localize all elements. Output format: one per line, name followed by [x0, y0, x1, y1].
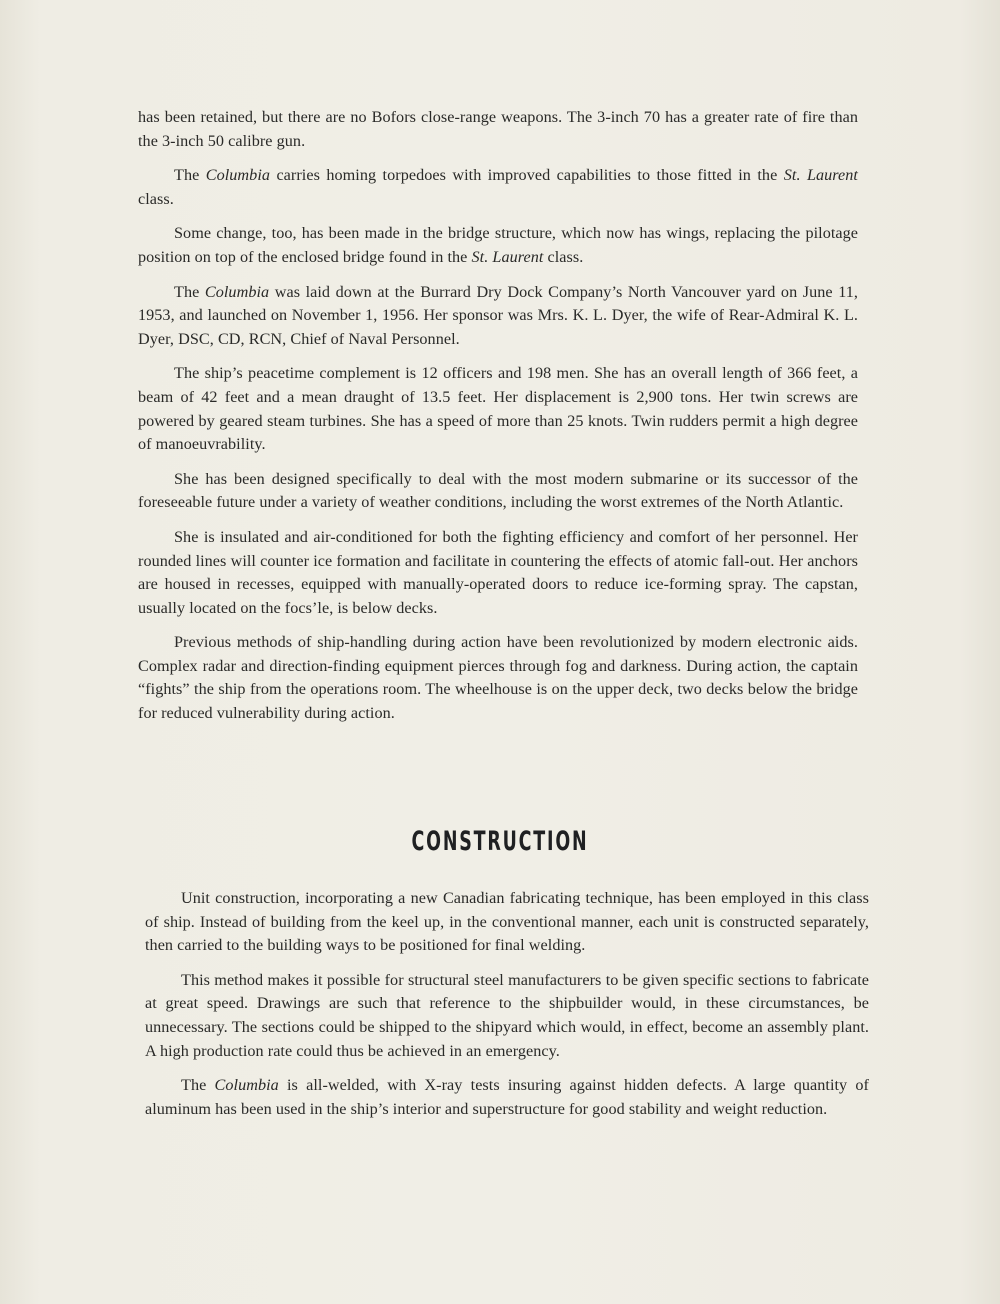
paragraph: The Columbia was laid down at the Burrard Dry Dock Company’s North Vancouver yard on June 11, 1953, and launched on November 1, 1956. Her sponsor was Mrs. K. L. Dyer, the wife of Rear-Admiral K. L. Dyer, DSC, CD, RCN, Chief of Naval Personnel. [138, 282, 858, 348]
paragraph: The Columbia carries homing torpedoes with improved capabilities to those fitted in the St. Laurent class. [138, 166, 858, 208]
paragraph: Unit construction, incorporating a new Canadian fabricating technique, has been employed in this class of ship. Instead of building from the keel up, in the conventional manner, each unit is constructed separately, then carried to the building ways to be positioned for final welding. [145, 889, 869, 955]
section-ship-details [138, 106, 858, 737]
paragraph: Previous methods of ship-handling during action have been revolutionized by modern electronic aids. Complex radar and direction-finding equipment pierces through fog and darkness. During action, the captain “fights” the ship from the operations room. The wheelhouse is on the upper deck, two decks below the bridge for reduced vulnerability during action. [138, 633, 858, 723]
paragraph: The Columbia is all-welded, with X-ray tests insuring against hidden defects. A large quantity of aluminum has been used in the ship’s interior and superstructure for good stability and weight reduction. [145, 1076, 869, 1118]
paragraph: This method makes it possible for structural steel manufacturers to be given specific sections to fabricate at great speed. Drawings are such that reference to the shipbuilder would, in these circumstances, be unnecessary. The sections could be shipped to the shipyard which would, in effect, become an assembly plant. A high production rate could thus be achieved in an emergency. [145, 970, 869, 1060]
italic-ship-name: Columbia [205, 166, 271, 185]
paragraph: The ship’s peacetime complement is 12 officers and 198 men. She has an overall length of 366 feet, a beam of 42 feet and a mean draught of 13.5 feet. Her displacement is 2,900 tons. Her twin screws are powered by geared steam turbines. She has a speed of more than 25 knots. Twin rudders permit a high degree of manoeuvrability. [138, 364, 858, 454]
italic-ship-name: Columbia [214, 1076, 279, 1095]
italic-ship-name: St. Laurent [471, 247, 544, 266]
section-heading-construction: CONSTRUCTION [411, 826, 589, 857]
italic-ship-name: Columbia [204, 282, 270, 301]
paragraph: She has been designed specifically to deal with the most modern submarine or its successor of the foreseeable future under a variety of weather conditions, including the worst extremes of the North Atlantic. [138, 469, 858, 512]
section-construction [145, 887, 869, 1132]
paragraph: has been retained, but there are no Bofors close-range weapons. The 3-inch 70 has a greater rate of fire than the 3-inch 50 calibre gun. [138, 108, 858, 150]
paragraph: Some change, too, has been made in the bridge structure, which now has wings, replacing the pilotage position on top of the enclosed bridge found in the St. Laurent class. [138, 224, 858, 266]
italic-ship-name: St. Laurent [783, 166, 858, 185]
paragraph: She is insulated and air-conditioned for both the fighting efficiency and comfort of her personnel. Her rounded lines will counter ice formation and facilitate in countering the effects of atomic fall-out. Her anchors are housed in recesses, equipped with manually-operated doors to reduce ice-forming spray. The capstan, usually located on the focs’le, is below decks. [138, 527, 858, 617]
